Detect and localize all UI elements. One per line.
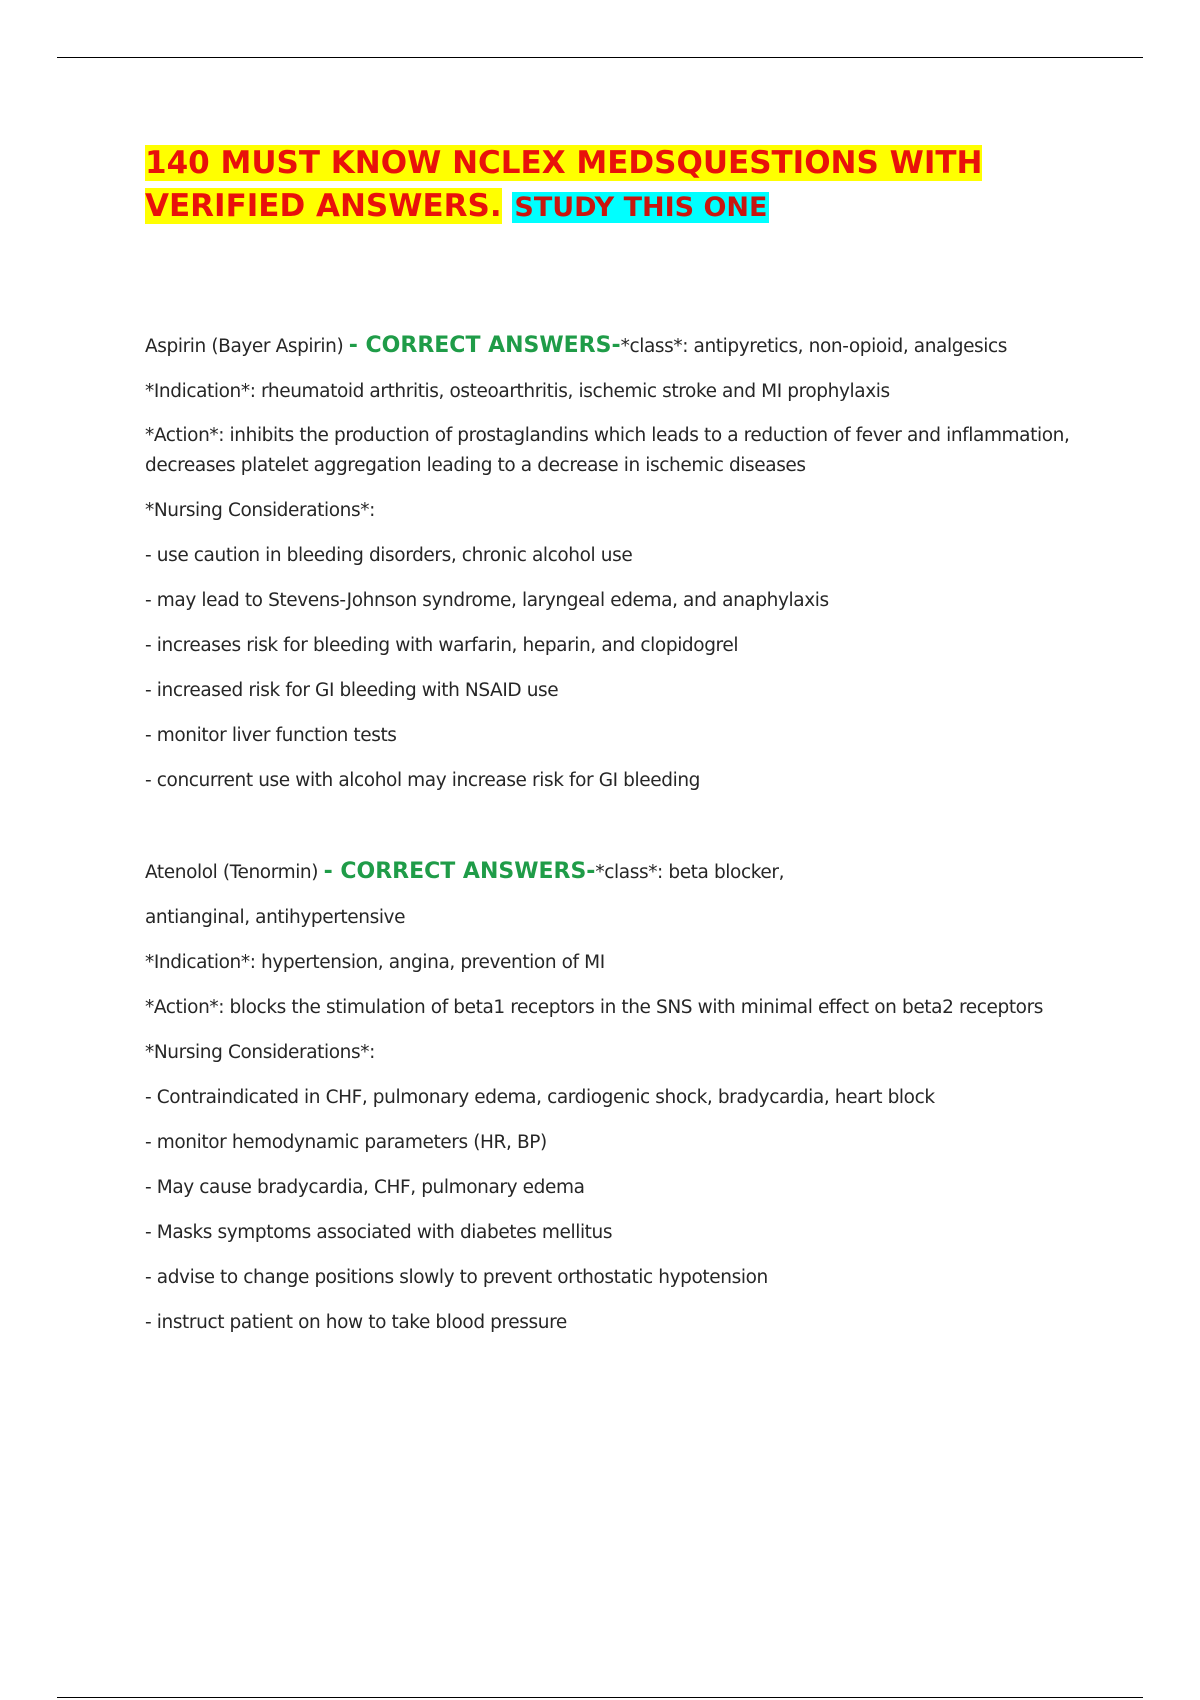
drug-class: *class*: beta blocker,	[595, 862, 785, 883]
title-study-tag: STUDY THIS ONE	[514, 192, 768, 223]
consideration-item: - Contraindicated in CHF, pulmonary edema, cardiogenic shock, bradycardia, heart block	[145, 1087, 935, 1108]
drug-class: *class*: antipyretics, non-opioid, analgesics	[620, 336, 1008, 357]
footer-rule	[57, 1697, 1143, 1698]
correct-answers-marker: - CORRECT ANSWERS-	[348, 333, 621, 358]
drug-class-continued: antianginal, antihypertensive	[145, 907, 406, 928]
drug-indication: *Indication*: rheumatoid arthritis, osteoarthritis, ischemic stroke and MI prophylaxis	[145, 381, 890, 402]
title-main: 140 MUST KNOW NCLEX MEDSQUESTIONS WITH VERIFIED ANSWERS.	[145, 145, 983, 224]
consideration-item: - concurrent use with alcohol may increase risk for GI bleeding	[145, 770, 700, 791]
consideration-item: - monitor hemodynamic parameters (HR, BP)	[145, 1132, 547, 1153]
drug-action: *Action*: blocks the stimulation of beta1 receptors in the SNS with minimal effect on beta2 receptors	[145, 997, 1044, 1018]
drug-heading	[145, 330, 1105, 362]
nursing-considerations-header: *Nursing Considerations*:	[145, 1042, 375, 1063]
consideration-item: - may lead to Stevens-Johnson syndrome, laryngeal edema, and anaphylaxis	[145, 590, 829, 611]
drug-indication: *Indication*: hypertension, angina, prevention of MI	[145, 952, 605, 973]
consideration-item: - Masks symptoms associated with diabetes mellitus	[145, 1222, 613, 1243]
consideration-item: - advise to change positions slowly to prevent orthostatic hypotension	[145, 1267, 768, 1288]
consideration-item: - monitor liver function tests	[145, 725, 397, 746]
drug-entry-aspirin	[145, 330, 1105, 796]
document-body	[145, 330, 1105, 1352]
header-rule	[57, 57, 1143, 58]
consideration-item: - increases risk for bleeding with warfarin, heparin, and clopidogrel	[145, 635, 739, 656]
consideration-item: - increased risk for GI bleeding with NSAID use	[145, 680, 559, 701]
consideration-item: - use caution in bleeding disorders, chronic alcohol use	[145, 545, 633, 566]
drug-action: *Action*: inhibits the production of prostaglandins which leads to a reduction of fever and inflammation, decreases platelet aggregation leading to a decrease in ischemic diseases	[145, 425, 1070, 476]
correct-answers-marker: - CORRECT ANSWERS-	[323, 859, 596, 884]
drug-name: Aspirin (Bayer Aspirin)	[145, 336, 344, 357]
nursing-considerations-header: *Nursing Considerations*:	[145, 500, 375, 521]
document-title	[145, 142, 1085, 229]
drug-name: Atenolol (Tenormin)	[145, 862, 319, 883]
consideration-item: - May cause bradycardia, CHF, pulmonary edema	[145, 1177, 585, 1198]
consideration-item: - instruct patient on how to take blood pressure	[145, 1312, 567, 1333]
drug-heading	[145, 856, 1105, 888]
drug-entry-atenolol	[145, 856, 1105, 1338]
